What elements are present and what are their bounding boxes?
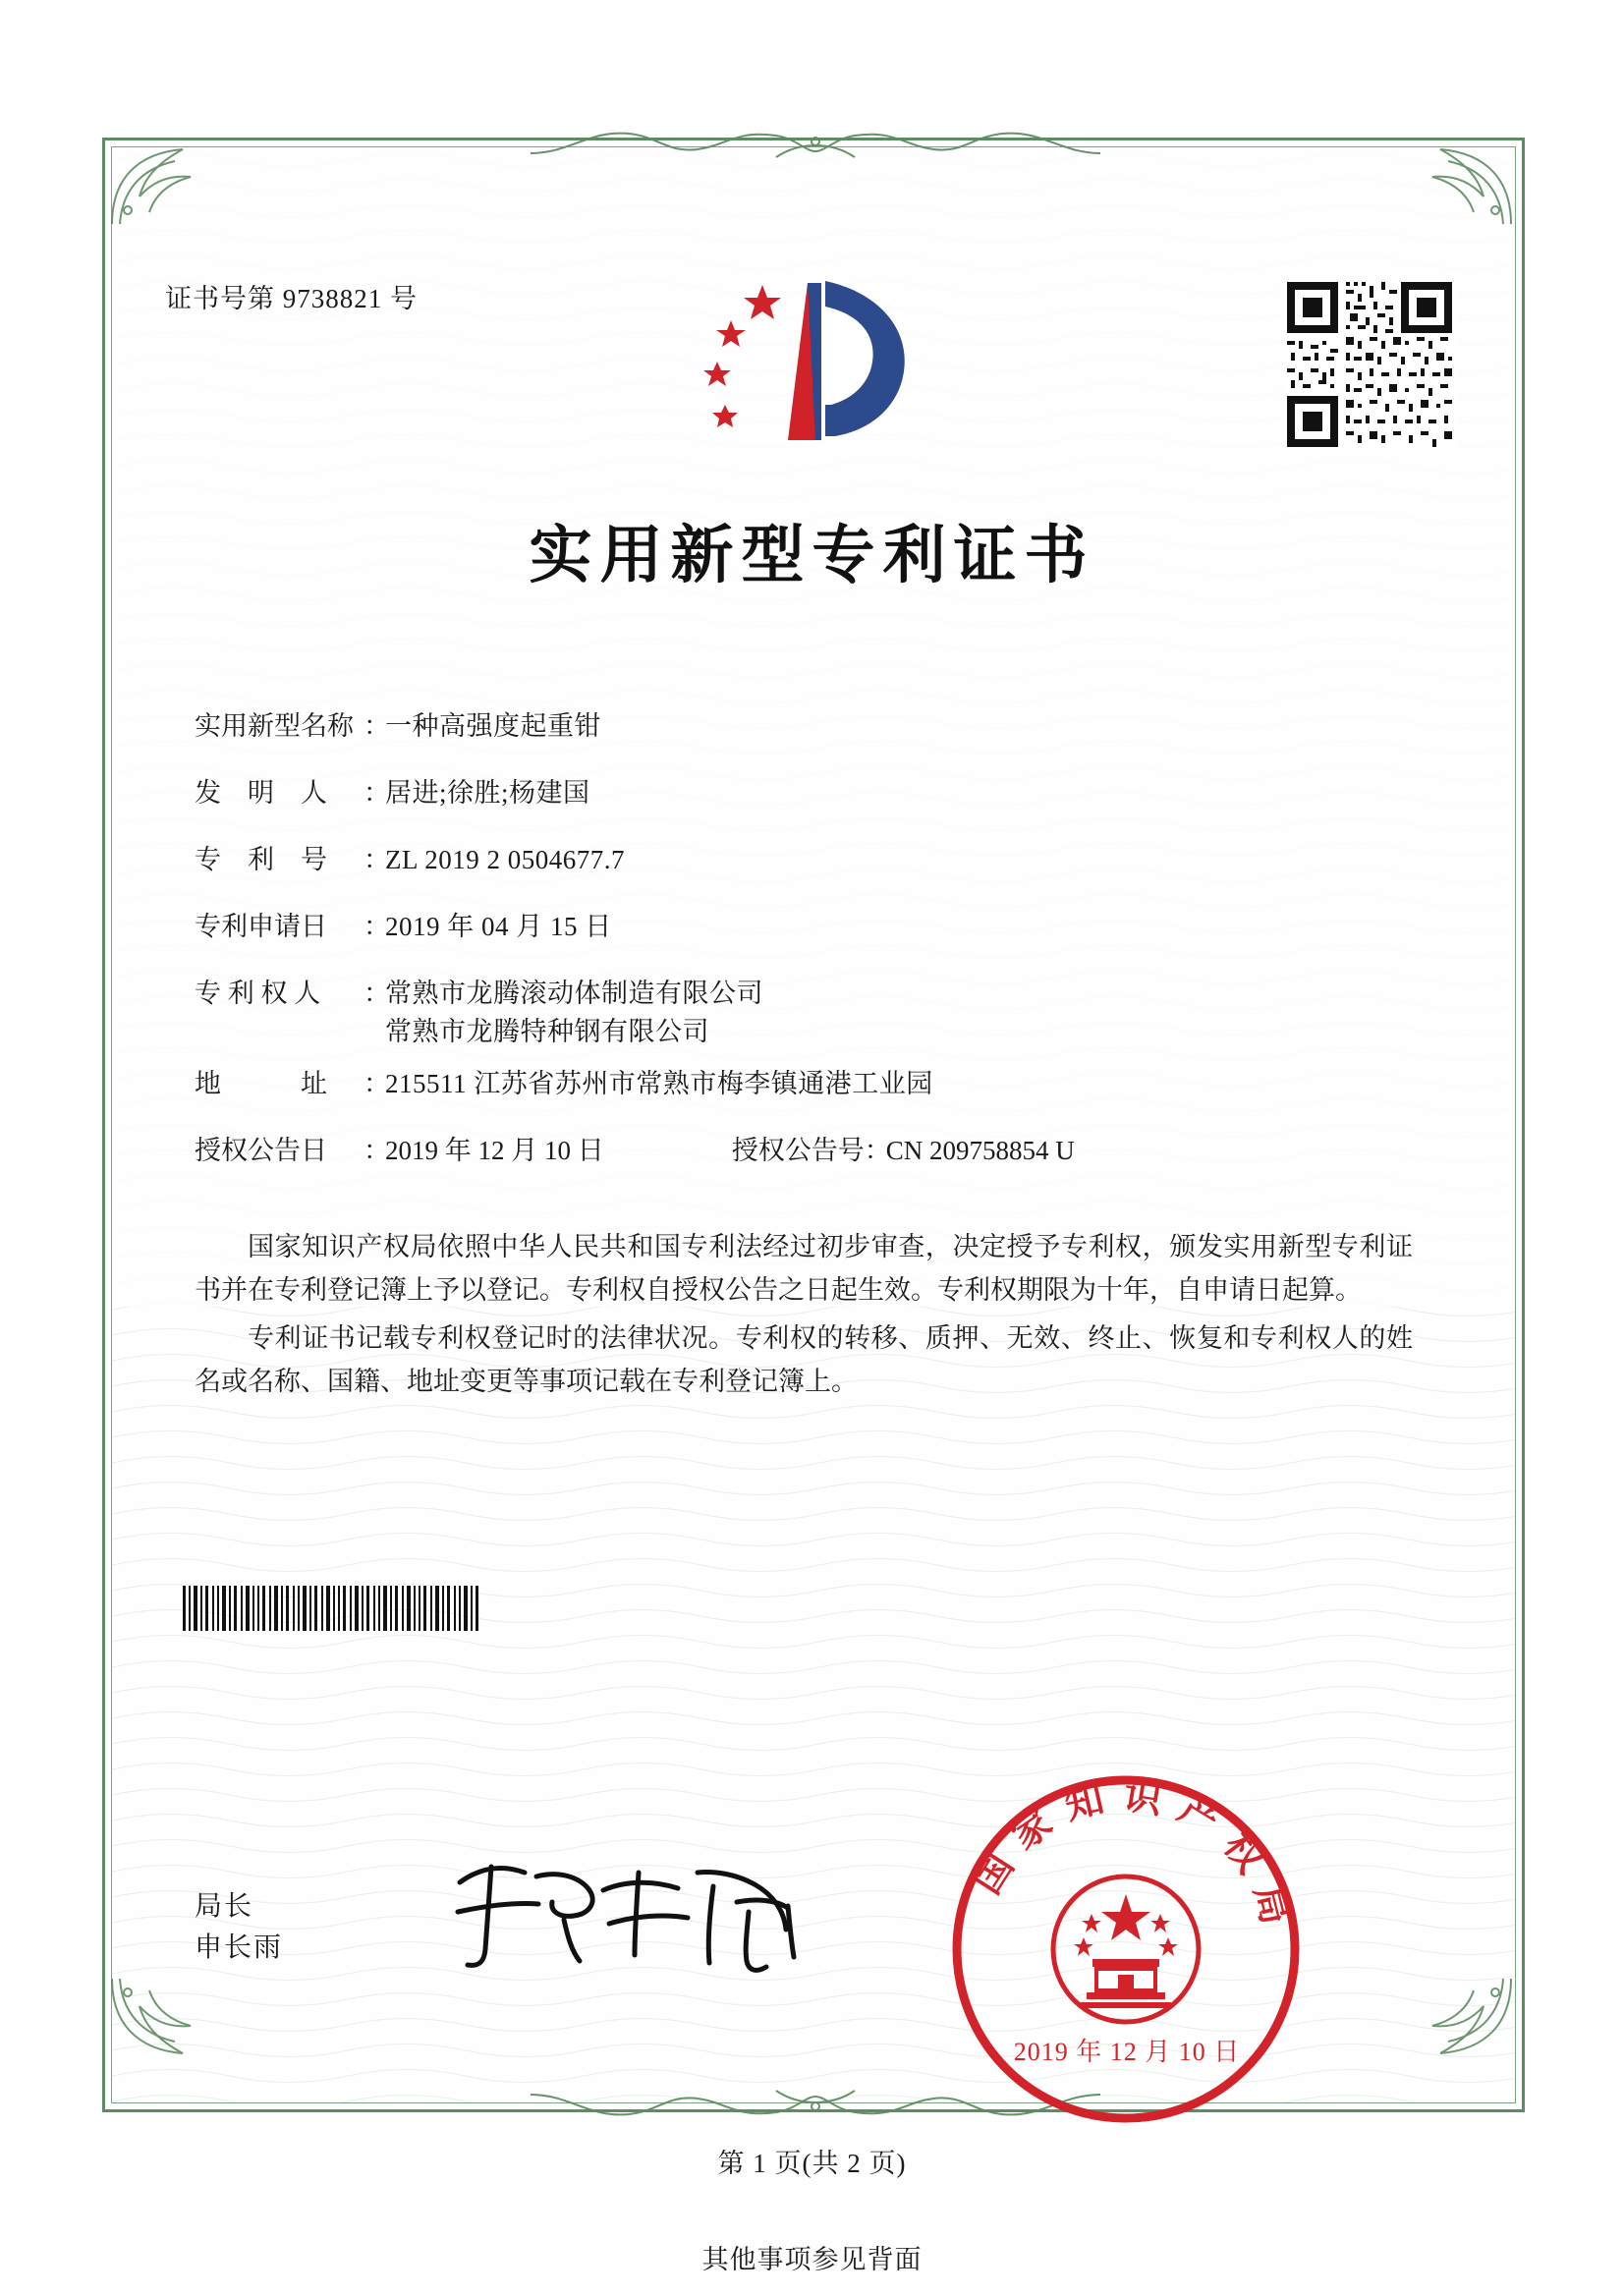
field-colon: ： — [364, 1136, 390, 1165]
field-colon: ： — [364, 778, 390, 808]
field-value-application-date: 2019 年 04 月 15 日 — [385, 912, 612, 941]
fields-block — [195, 713, 1403, 1204]
field-label-address: 地 址 — [195, 1069, 327, 1098]
handwritten-signature — [442, 1847, 815, 1985]
patentee-line-1: 常熟市龙腾滚动体制造有限公司 — [385, 979, 763, 1008]
field-value-address: 215511 江苏省苏州市常熟市梅李镇通港工业园 — [385, 1069, 933, 1098]
cnipa-logo-icon — [678, 267, 943, 454]
field-colon: ： — [364, 711, 390, 741]
director-name-label: 申长雨 — [195, 1932, 284, 1963]
patentee-line-2: 常熟市龙腾特种钢有限公司 — [385, 1017, 709, 1046]
field-colon: ： — [364, 1069, 390, 1098]
field-value-inventor: 居进;徐胜;杨建国 — [385, 778, 590, 808]
certificate-number: 证书号第 9738821 号 — [165, 284, 418, 313]
field-label-patent-number: 专 利 号 — [195, 845, 327, 874]
field-value-utility-model-name: 一种高强度起重钳 — [385, 711, 601, 741]
field-label-inventor: 发 明 人 — [195, 778, 327, 808]
footer-note: 其他事项参见背面 — [701, 2245, 923, 2274]
field-colon: ： — [364, 912, 390, 941]
field-label-announcement-number: 授权公告号 — [731, 1136, 865, 1165]
field-row-patent-number — [195, 847, 1403, 873]
barcode — [183, 1586, 595, 1631]
page-number: 第 1 页(共 2 页) — [717, 2149, 907, 2178]
corner-ornament-bottom-right — [1399, 1973, 1517, 2061]
signature-labels — [195, 1886, 283, 1969]
page-title: 实用新型专利证书 — [529, 519, 1095, 592]
field-value-patentee — [385, 980, 1403, 1045]
corner-ornament-top-right — [1399, 141, 1517, 230]
field-colon: ： — [364, 979, 390, 1008]
field-colon: ： — [864, 1136, 891, 1165]
field-row-address — [195, 1071, 1403, 1097]
corner-ornament-bottom-left — [106, 1973, 224, 2061]
legal-paragraph-2: 专利证书记载专利权登记时的法律状况。专利权的转移、质押、无效、终止、恢复和专利权人的姓名或名称、国籍、地址变更等事项记载在专利登记簿上。 — [195, 1323, 1413, 1397]
seal-date: 2019 年 12 月 10 日 — [1013, 2038, 1241, 2066]
corner-ornament-top-left — [106, 141, 224, 230]
field-row-application-date — [195, 914, 1403, 940]
director-title-label: 局长 — [195, 1891, 254, 1922]
field-label-announcement-date: 授权公告日 — [195, 1136, 327, 1165]
legal-paragraph-1: 国家知识产权局依照中华人民共和国专利法经过初步审查，决定授予专利权，颁发实用新型专利证书并在专利登记簿上予以登记。专利权自授权公告之日起生效。专利权期限为十年，自申请日起算。 — [195, 1232, 1413, 1305]
field-row-patentee — [195, 980, 1403, 1045]
field-label-application-date: 专利申请日 — [195, 912, 327, 941]
qr-code — [1283, 278, 1456, 451]
field-label-utility-model-name: 实用新型名称 — [195, 711, 354, 741]
official-seal — [943, 1766, 1309, 2132]
field-row-utility-model-name — [195, 713, 1403, 740]
field-label-patentee: 专 利 权 人 — [195, 979, 321, 1008]
svg-text:国家知识产权局: 国家知识产权局 — [964, 1771, 1303, 1944]
field-value-announcement-date: 2019 年 12 月 10 日 — [385, 1136, 604, 1165]
field-value-patent-number: ZL 2019 2 0504677.7 — [385, 845, 625, 874]
top-border-ornament — [531, 124, 1100, 169]
legal-text-block — [195, 1226, 1413, 1410]
field-row-announcement — [195, 1138, 1403, 1164]
field-value-announcement-number: CN 209758854 U — [885, 1136, 1075, 1165]
field-row-inventor — [195, 780, 1403, 807]
field-colon: ： — [364, 845, 390, 874]
